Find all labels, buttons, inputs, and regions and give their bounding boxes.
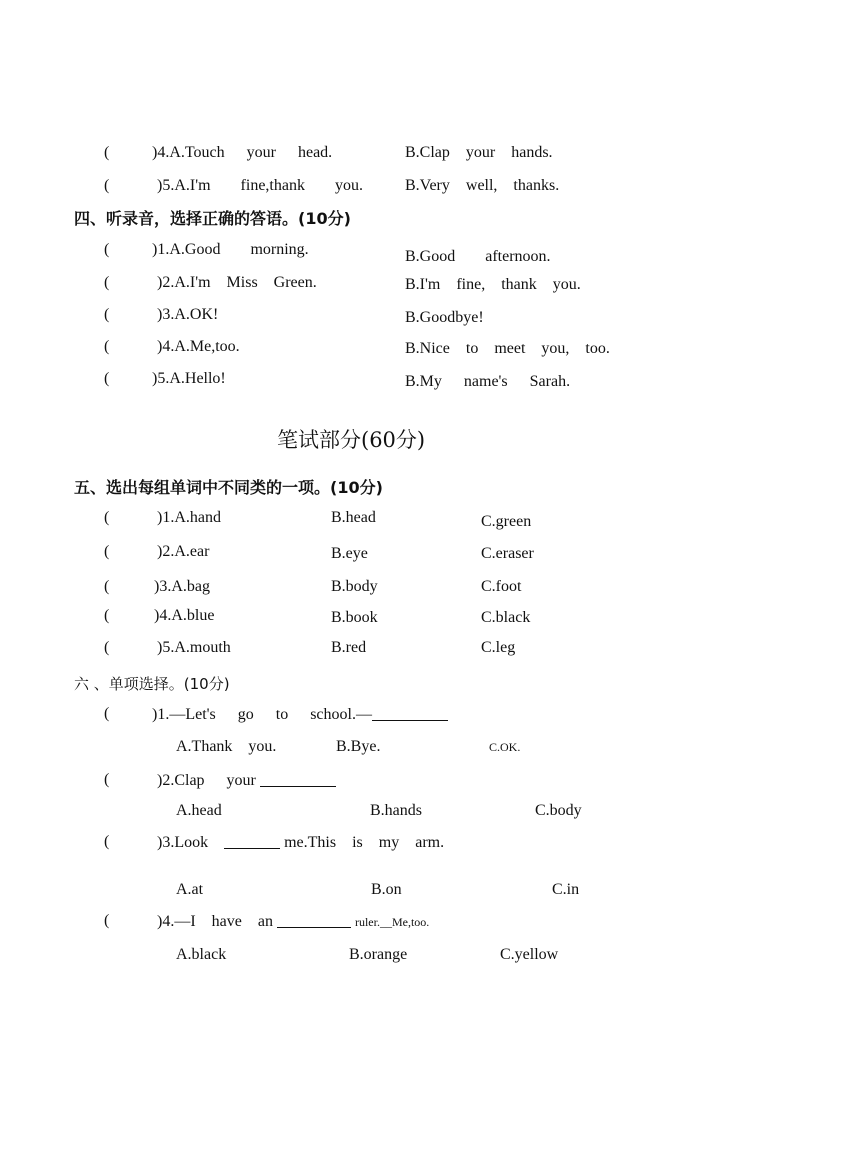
question-option-a: )3.A.OK! (157, 306, 219, 323)
question-option-a: )5.A.Hello! (152, 370, 226, 387)
question-option-b: B.Goodbye! (405, 309, 484, 326)
choice-b: B.on (371, 881, 402, 898)
choice-b: B.orange (349, 946, 408, 963)
choice-a: A.at (176, 881, 204, 898)
word-option-b: B.red (331, 639, 367, 656)
question-option-b: B.Good afternoon. (405, 248, 551, 265)
answer-paren: ( (104, 543, 110, 560)
word-option-a: )2.A.ear (157, 543, 210, 560)
choice-a: A.Thank you. (176, 738, 277, 755)
question-option-a: )4.A.Touch your head. (152, 144, 333, 161)
answer-blank (372, 706, 448, 721)
answer-paren: ( (104, 274, 110, 291)
answer-blank (260, 772, 336, 787)
choice-b: B.Bye. (336, 738, 381, 755)
section-4-title: 四、听录音，选择正确的答语。(10分) (74, 209, 351, 228)
choice-a: A.head (176, 802, 222, 819)
answer-paren: ( (104, 338, 110, 355)
answer-paren: ( (104, 607, 110, 624)
question-option-b: B.Very well, thanks. (405, 177, 560, 194)
answer-paren: ( (104, 370, 110, 387)
word-option-c: C.leg (481, 639, 516, 656)
word-option-a: )3.A.bag (154, 578, 210, 595)
choice-a: A.black (176, 946, 227, 963)
question-option-a: )5.A.I'm fine,thank you. (157, 177, 363, 194)
question-option-a: )1.A.Good morning. (152, 241, 309, 258)
section-6-title: 六 、单项选择。(10分) (74, 675, 230, 693)
word-option-b: B.body (331, 578, 378, 595)
word-option-b: B.book (331, 609, 378, 626)
answer-paren: ( (104, 639, 110, 656)
question-option-b: B.My name's Sarah. (405, 373, 571, 390)
choice-c: C.body (535, 802, 582, 819)
choice-c: C.OK. (489, 740, 521, 754)
answer-paren: ( (104, 833, 110, 850)
answer-paren: ( (104, 177, 110, 194)
choice-c: C.yellow (500, 946, 559, 963)
question-stem (157, 913, 429, 930)
word-option-a: )5.A.mouth (157, 639, 231, 656)
written-part-title: 笔试部分(60分) (277, 428, 426, 452)
answer-paren: ( (104, 578, 110, 595)
word-option-a: )1.A.hand (157, 509, 221, 526)
choice-c: C.in (552, 881, 580, 898)
question-text: )4.—I have an (157, 913, 273, 930)
word-option-c: C.foot (481, 578, 522, 595)
question-option-b: B.I'm fine, thank you. (405, 276, 581, 293)
word-option-c: C.eraser (481, 545, 534, 562)
answer-blank (224, 834, 280, 849)
question-option-a: )2.A.I'm Miss Green. (157, 274, 317, 291)
question-text: )3.Look (157, 834, 209, 851)
question-option-a: )4.A.Me,too. (157, 338, 240, 355)
question-stem (157, 772, 336, 789)
question-text: )2.Clap your (157, 772, 256, 789)
question-text: )1.—Let's go to school.— (152, 706, 372, 723)
answer-paren: ( (104, 509, 110, 526)
word-option-a: )4.A.blue (154, 607, 215, 624)
word-option-c: C.black (481, 609, 531, 626)
word-option-b: B.head (331, 509, 376, 526)
question-stem (152, 706, 448, 723)
answer-paren: ( (104, 705, 110, 722)
answer-paren: ( (104, 306, 110, 323)
choice-b: B.hands (370, 802, 422, 819)
word-option-c: C.green (481, 513, 532, 530)
answer-paren: ( (104, 241, 110, 258)
question-stem (157, 834, 444, 851)
answer-paren: ( (104, 144, 110, 161)
question-option-b: B.Nice to meet you, too. (405, 340, 610, 357)
word-option-b: B.eye (331, 545, 368, 562)
question-text-after: ruler.__Me,too. (354, 915, 430, 929)
section-5-title: 五、选出每组单词中不同类的一项。(10分) (74, 478, 383, 497)
answer-paren: ( (104, 912, 110, 929)
question-text-after: me.This is my arm. (284, 834, 445, 851)
answer-paren: ( (104, 771, 110, 788)
question-option-b: B.Clap your hands. (405, 144, 553, 161)
answer-blank (277, 913, 351, 928)
